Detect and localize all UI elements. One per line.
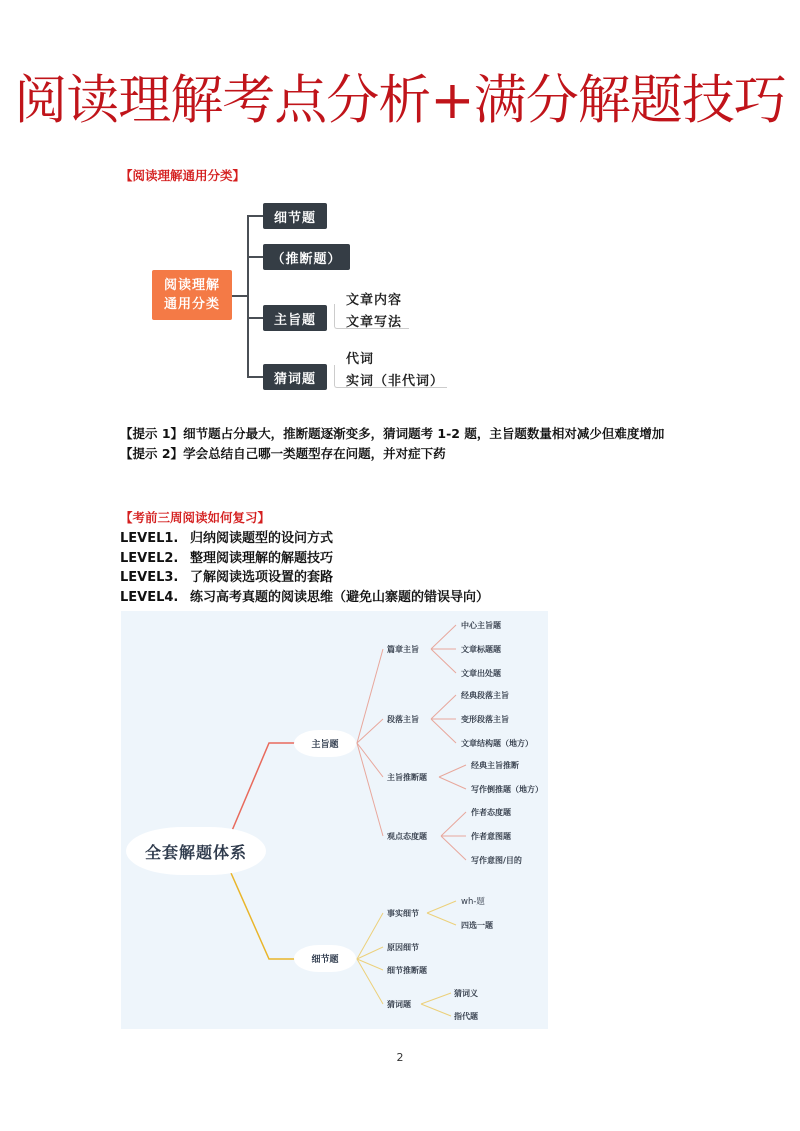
mm-node: 观点态度题 — [387, 832, 427, 841]
section-heading-review: 【考前三周阅读如何复习】 — [120, 510, 271, 525]
diagram-root-node — [152, 270, 232, 320]
tips-block — [120, 424, 700, 463]
mm-leaf: 文章结构题（地方） — [461, 739, 533, 748]
level-item — [120, 549, 489, 569]
node-main-idea: 主旨题 — [263, 305, 327, 331]
mm-node: 猜词题 — [387, 1000, 411, 1009]
node-word-guess: 猜词题 — [263, 364, 327, 390]
mm-leaf: wh-题 — [461, 897, 485, 907]
tip-label: 【提示 2】 — [120, 445, 184, 461]
leaf-article-content: 文章内容 — [346, 293, 403, 308]
tip-text: 学会总结自己哪一类题型存在问题，并对症下药 — [183, 445, 446, 461]
level-text: 了解阅读选项设置的套路 — [190, 570, 334, 586]
level-key: LEVEL4. — [120, 590, 179, 606]
mm-leaf: 文章出处题 — [461, 669, 501, 678]
leaf-article-writing: 文章写法 — [346, 315, 403, 330]
mm-leaf: 写作倒推题（地方） — [471, 785, 543, 794]
mindmap-branch-main-idea: 主旨题 — [294, 730, 356, 757]
mm-leaf: 文章标题题 — [461, 645, 501, 654]
level-text: 练习高考真题的阅读思维（避免山寨题的错误导向） — [190, 590, 490, 606]
tip-2 — [120, 444, 700, 464]
mm-leaf: 猜词义 — [454, 989, 478, 998]
document-title: 阅读理解考点分析+满分解题技巧 — [14, 70, 786, 131]
tip-label: 【提示 1】 — [120, 426, 184, 441]
tip-1 — [120, 424, 700, 444]
mindmap-root: 全套解题体系 — [126, 827, 266, 875]
mindmap-figure — [121, 611, 548, 1029]
mm-node: 段落主旨 — [387, 715, 419, 724]
mm-leaf: 写作意图/目的 — [471, 856, 522, 865]
mm-node: 原因细节 — [387, 943, 419, 952]
node-detail: 细节题 — [263, 203, 327, 229]
level-text: 归纳阅读题型的设问方式 — [190, 531, 334, 546]
mm-node: 事实细节 — [387, 909, 419, 918]
level-key: LEVEL2. — [120, 550, 179, 566]
mm-leaf: 中心主旨题 — [461, 621, 501, 630]
leaf-content-word: 实词（非代词） — [346, 374, 445, 389]
mm-leaf: 作者意图题 — [471, 832, 511, 841]
mm-leaf: 四选一题 — [461, 921, 493, 930]
connector — [247, 215, 263, 217]
level-list — [120, 529, 489, 608]
mm-leaf: 变形段落主旨 — [461, 715, 509, 724]
mm-node: 细节推断题 — [387, 966, 427, 975]
connector — [247, 215, 249, 377]
level-text: 整理阅读理解的解题技巧 — [190, 550, 334, 566]
mm-leaf: 作者态度题 — [471, 808, 511, 817]
leaf-pronoun: 代词 — [346, 352, 375, 367]
level-item — [120, 568, 489, 588]
connector — [247, 317, 263, 319]
tip-text: 细节题占分最大，推断题逐渐变多，猜词题考 1-2 题，主旨题数量相对减少但难度增加 — [183, 426, 665, 441]
connector — [247, 376, 263, 378]
root-line-2: 通用分类 — [163, 297, 220, 312]
connector — [247, 256, 263, 258]
level-key: LEVEL1. — [120, 531, 179, 546]
page-number: 2 — [396, 1051, 404, 1064]
node-inference: （推断题） — [263, 244, 350, 270]
mindmap-branch-detail: 细节题 — [294, 945, 356, 972]
level-item — [120, 588, 489, 608]
level-key: LEVEL3. — [120, 570, 179, 586]
mm-leaf: 经典主旨推断 — [471, 761, 519, 770]
connector — [232, 295, 248, 297]
level-item — [120, 529, 489, 549]
root-line-1: 阅读理解 — [163, 278, 220, 293]
section-heading-classification: 【阅读理解通用分类】 — [120, 168, 246, 183]
mm-leaf: 指代题 — [454, 1012, 478, 1021]
classification-diagram — [150, 198, 460, 398]
mm-node: 篇章主旨 — [387, 645, 419, 654]
mm-node: 主旨推断题 — [387, 773, 427, 782]
mm-leaf: 经典段落主旨 — [461, 691, 509, 700]
